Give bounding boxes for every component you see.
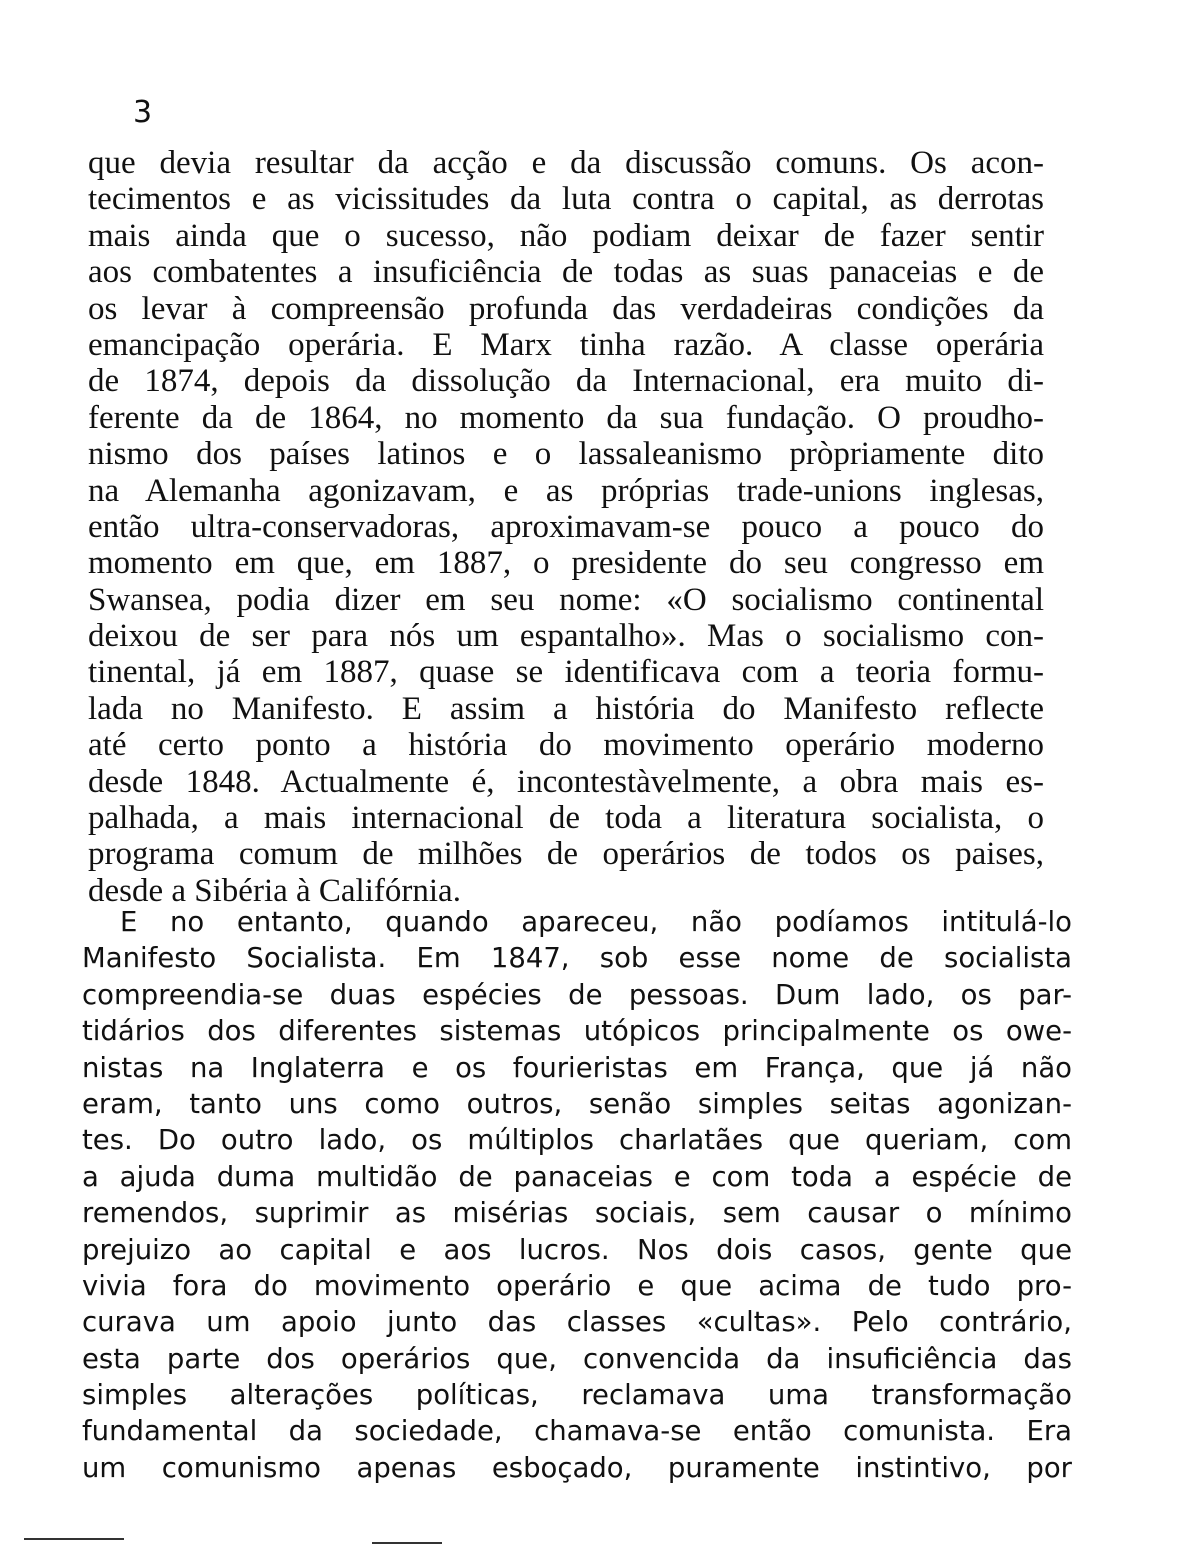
text-line: eram, tanto uns como outros, senão simples seitas agonizan- xyxy=(82,1087,1072,1120)
text-line: deixou de ser para nós um espantalho». Mas o socialismo con- xyxy=(88,618,1044,655)
text-line: curava um apoio junto das classes «cultas». Pelo contrário, xyxy=(82,1306,1072,1339)
text-line: tecimentos e as vicissitudes da luta contra o capital, as derrotas xyxy=(88,181,1044,218)
text-line: desde 1848. Actualmente é, incontestàvelmente, a obra mais es- xyxy=(88,763,1044,800)
text-line: programa comum de milhões de operários de todos os paises, xyxy=(88,836,1044,873)
text-line: nismo dos países latinos e o lassaleanismo pròpriamente dito xyxy=(88,436,1044,473)
text-line: remendos, suprimir as misérias sociais, sem causar o mínimo xyxy=(82,1197,1072,1230)
text-line: lada no Manifesto. E assim a história do Manifesto reflecte xyxy=(88,690,1044,727)
text-line: na Alemanha agonizavam, e as próprias trade-unions inglesas, xyxy=(88,472,1044,509)
text-line: ferente da de 1864, no momento da sua fundação. O proudho- xyxy=(88,399,1044,436)
text-line: fundamental da sociedade, chamava-se então comunista. Era xyxy=(82,1415,1072,1448)
text-line: de 1874, depois da dissolução da Internacional, era muito di- xyxy=(88,363,1044,400)
text-line: E no entanto, quando apareceu, não podíamos intitulá-lo xyxy=(120,906,1072,938)
text-line: um comunismo apenas esboçado, puramente instintivo, por xyxy=(82,1451,1072,1484)
text-line: momento em que, em 1887, o presidente do seu congresso em xyxy=(88,545,1044,582)
text-line: aos combatentes a insuficiência de todas as suas panaceias e de xyxy=(88,254,1044,291)
text-line: Manifesto Socialista. Em 1847, sob esse nome de socialista xyxy=(82,942,1072,975)
text-line: até certo ponto a história do movimento operário moderno xyxy=(88,727,1044,764)
text-line: palhada, a mais internacional de toda a literatura socialista, o xyxy=(88,800,1044,837)
text-line: compreendia-se duas espécies de pessoas. Dum lado, os par- xyxy=(82,978,1072,1011)
text-line: simples alterações políticas, reclamava uma transformação xyxy=(82,1379,1072,1412)
text-line: emancipação operária. E Marx tinha razão. A classe operária xyxy=(88,326,1044,363)
text-line: mais ainda que o sucesso, não podiam deixar de fazer sentir xyxy=(88,217,1044,254)
text-line: tes. Do outro lado, os múltiplos charlatães que queriam, com xyxy=(82,1124,1072,1157)
text-line: desde a Sibéria à Califórnia. xyxy=(88,872,461,909)
text-line: a ajuda duma multidão de panaceias e com toda a espécie de xyxy=(82,1160,1072,1193)
text-line: vivia fora do movimento operário e que acima de tudo pro- xyxy=(82,1269,1072,1302)
scan-edge-line xyxy=(24,1538,124,1540)
text-line: os levar à compreensão profunda das verdadeiras condições da xyxy=(88,290,1044,327)
text-line: que devia resultar da acção e da discussão comuns. Os acon- xyxy=(88,145,1044,181)
text-line: esta parte dos operários que, convencida da insuficiência das xyxy=(82,1342,1072,1375)
text-line: prejuizo ao capital e aos lucros. Nos dois casos, gente que xyxy=(82,1233,1072,1266)
text-line: tinental, já em 1887, quase se identificava com a teoria formu- xyxy=(88,654,1044,691)
text-line: tidários dos diferentes sistemas utópicos principalmente os owe- xyxy=(82,1015,1072,1048)
page-number: 3 xyxy=(133,95,153,130)
text-line: nistas na Inglaterra e os fourieristas em França, que já não xyxy=(82,1051,1072,1084)
text-line: Swansea, podia dizer em seu nome: «O socialismo continental xyxy=(88,581,1044,618)
paragraph-1 xyxy=(88,145,1044,909)
scan-edge-line xyxy=(372,1542,442,1544)
paragraph-2 xyxy=(82,904,1072,1486)
text-line: então ultra-conservadoras, aproximavam-se pouco a pouco do xyxy=(88,508,1044,545)
